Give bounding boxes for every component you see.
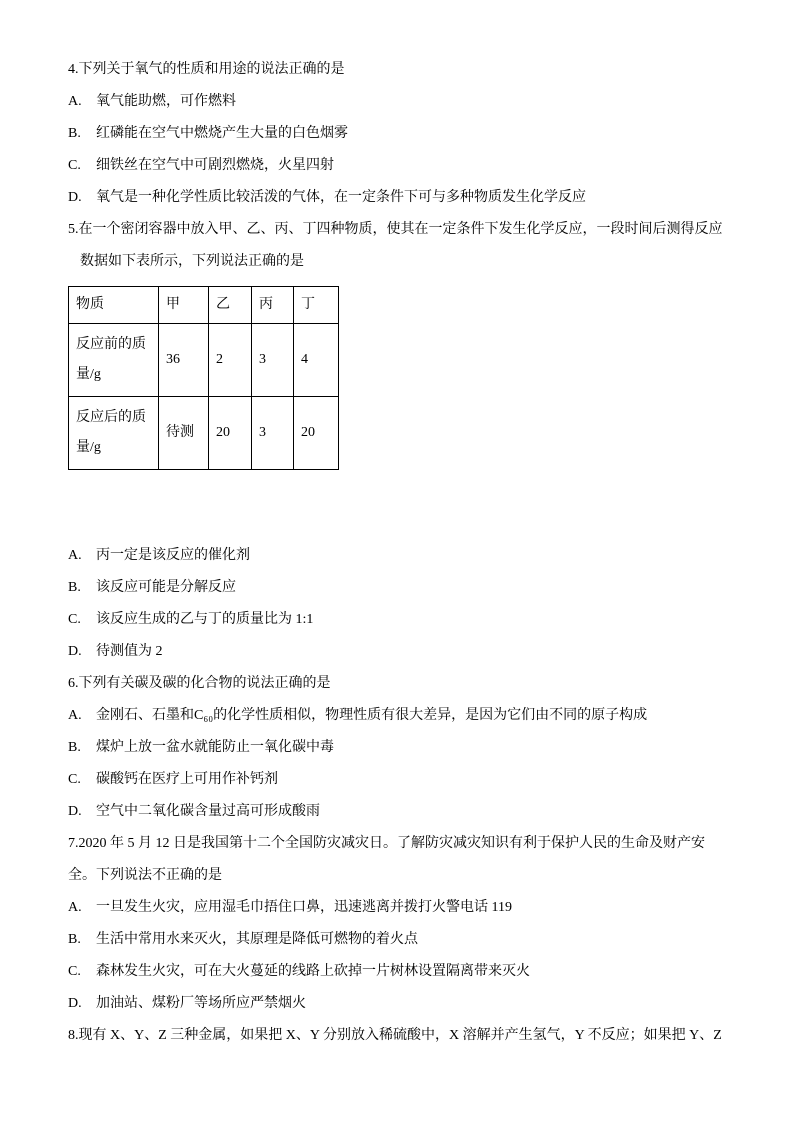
table-cell: 20	[209, 397, 252, 470]
question-5	[68, 214, 731, 668]
option-text: 一旦发生火灾，应用湿毛巾捂住口鼻，迅速逃离并拨打火警电话 119	[96, 900, 512, 915]
option-text: 空气中二氧化碳含量过高可形成酸雨	[96, 804, 320, 819]
question-5-option-b	[68, 572, 731, 604]
question-6-option-a	[68, 700, 731, 732]
question-5-option-c	[68, 604, 731, 636]
question-8-stem: 8.现有 X、Y、Z 三种金属，如果把 X、Y 分别放入稀硫酸中，X 溶解并产生氢气，Y 不反应；如果把 Y、Z	[68, 1028, 722, 1043]
table-cell: 36	[159, 324, 209, 397]
question-6-stem: 6.下列有关碳及碳的化合物的说法正确的是	[68, 676, 331, 691]
option-label: C.	[68, 964, 81, 979]
question-7	[68, 828, 731, 1020]
option-label: B.	[68, 126, 81, 141]
question-4-option-d	[68, 182, 731, 214]
question-5-option-a	[68, 540, 731, 572]
question-4-stem: 4.下列关于氧气的性质和用途的说法正确的是	[68, 62, 345, 77]
option-label: B.	[68, 740, 81, 755]
option-text: 碳酸钙在医疗上可用作补钙剂	[96, 772, 278, 787]
table-row-after-reaction	[69, 397, 339, 470]
question-6-option-c	[68, 764, 731, 796]
option-text: 细铁丝在空气中可剧烈燃烧，火星四射	[96, 158, 334, 173]
question-6-option-d	[68, 796, 731, 828]
table-cell: 待测	[159, 397, 209, 470]
option-label: C.	[68, 772, 81, 787]
question-7-option-c	[68, 956, 731, 988]
question-6-option-b	[68, 732, 731, 764]
option-label: D.	[68, 190, 82, 205]
table-cell: 反应后的质量/g	[69, 397, 159, 470]
question-4-option-b	[68, 118, 731, 150]
table-cell: 反应前的质量/g	[69, 324, 159, 397]
table-header-cell: 物质	[69, 287, 159, 324]
option-text: 红磷能在空气中燃烧产生大量的白色烟雾	[96, 126, 348, 141]
question-4-option-a	[68, 86, 731, 118]
question-4	[68, 54, 731, 214]
table-cell: 20	[294, 397, 339, 470]
option-label: A.	[68, 94, 82, 109]
option-text: 丙一定是该反应的催化剂	[96, 548, 250, 563]
option-label: D.	[68, 644, 82, 659]
option-text: 该反应生成的乙与丁的质量比为 1:1	[96, 612, 314, 627]
table-cell: 2	[209, 324, 252, 397]
table-cell: 4	[294, 324, 339, 397]
option-label: D.	[68, 996, 82, 1011]
reaction-mass-table	[68, 286, 339, 470]
option-text: 加油站、煤粉厂等场所应严禁烟火	[96, 996, 306, 1011]
option-label: C.	[68, 612, 81, 627]
option-text: 氧气是一种化学性质比较活泼的气体，在一定条件下可与多种物质发生化学反应	[96, 190, 586, 205]
table-cell: 3	[252, 397, 294, 470]
option-label: D.	[68, 804, 82, 819]
table-header-cell: 丙	[252, 287, 294, 324]
table-header-row	[69, 287, 339, 324]
table-cell: 3	[252, 324, 294, 397]
question-5-stem: 5.在一个密闭容器中放入甲、乙、丙、丁四种物质，使其在一定条件下发生化学反应，一段时间后测得反应数据如下表所示，下列说法正确的是	[68, 222, 723, 269]
table-header-cell: 乙	[209, 287, 252, 324]
option-label: B.	[68, 932, 81, 947]
question-4-option-c	[68, 150, 731, 182]
option-text: 煤炉上放一盆水就能防止一氧化碳中毒	[96, 740, 334, 755]
option-label: C.	[68, 158, 81, 173]
table-header-cell: 甲	[159, 287, 209, 324]
option-text: 该反应可能是分解反应	[96, 580, 236, 595]
option-text: 森林发生火灾，可在大火蔓延的线路上砍掉一片树林设置隔离带来灭火	[96, 964, 530, 979]
question-5-option-d	[68, 636, 731, 668]
option-label: B.	[68, 580, 81, 595]
option-text: 金刚石、石墨和C₆₀的化学性质相似，物理性质有很大差异，是因为它们由不同的原子构成	[96, 708, 648, 723]
question-7-option-a	[68, 892, 731, 924]
question-6	[68, 668, 731, 828]
question-8	[68, 1020, 731, 1052]
question-7-option-b	[68, 924, 731, 956]
option-text: 生活中常用水来灭火，其原理是降低可燃物的着火点	[96, 932, 418, 947]
option-text: 待测值为 2	[96, 644, 163, 659]
question-7-stem: 7.2020 年 5 月 12 日是我国第十二个全国防灾减灾日。了解防灾减灾知识有利于保护人民的生命及财产安全。下列说法不正确的是	[68, 836, 705, 883]
option-text: 氧气能助燃，可作燃料	[96, 94, 236, 109]
table-row-before-reaction	[69, 324, 339, 397]
table-header-cell: 丁	[294, 287, 339, 324]
question-7-option-d	[68, 988, 731, 1020]
option-label: A.	[68, 708, 82, 723]
option-label: A.	[68, 900, 82, 915]
option-label: A.	[68, 548, 82, 563]
